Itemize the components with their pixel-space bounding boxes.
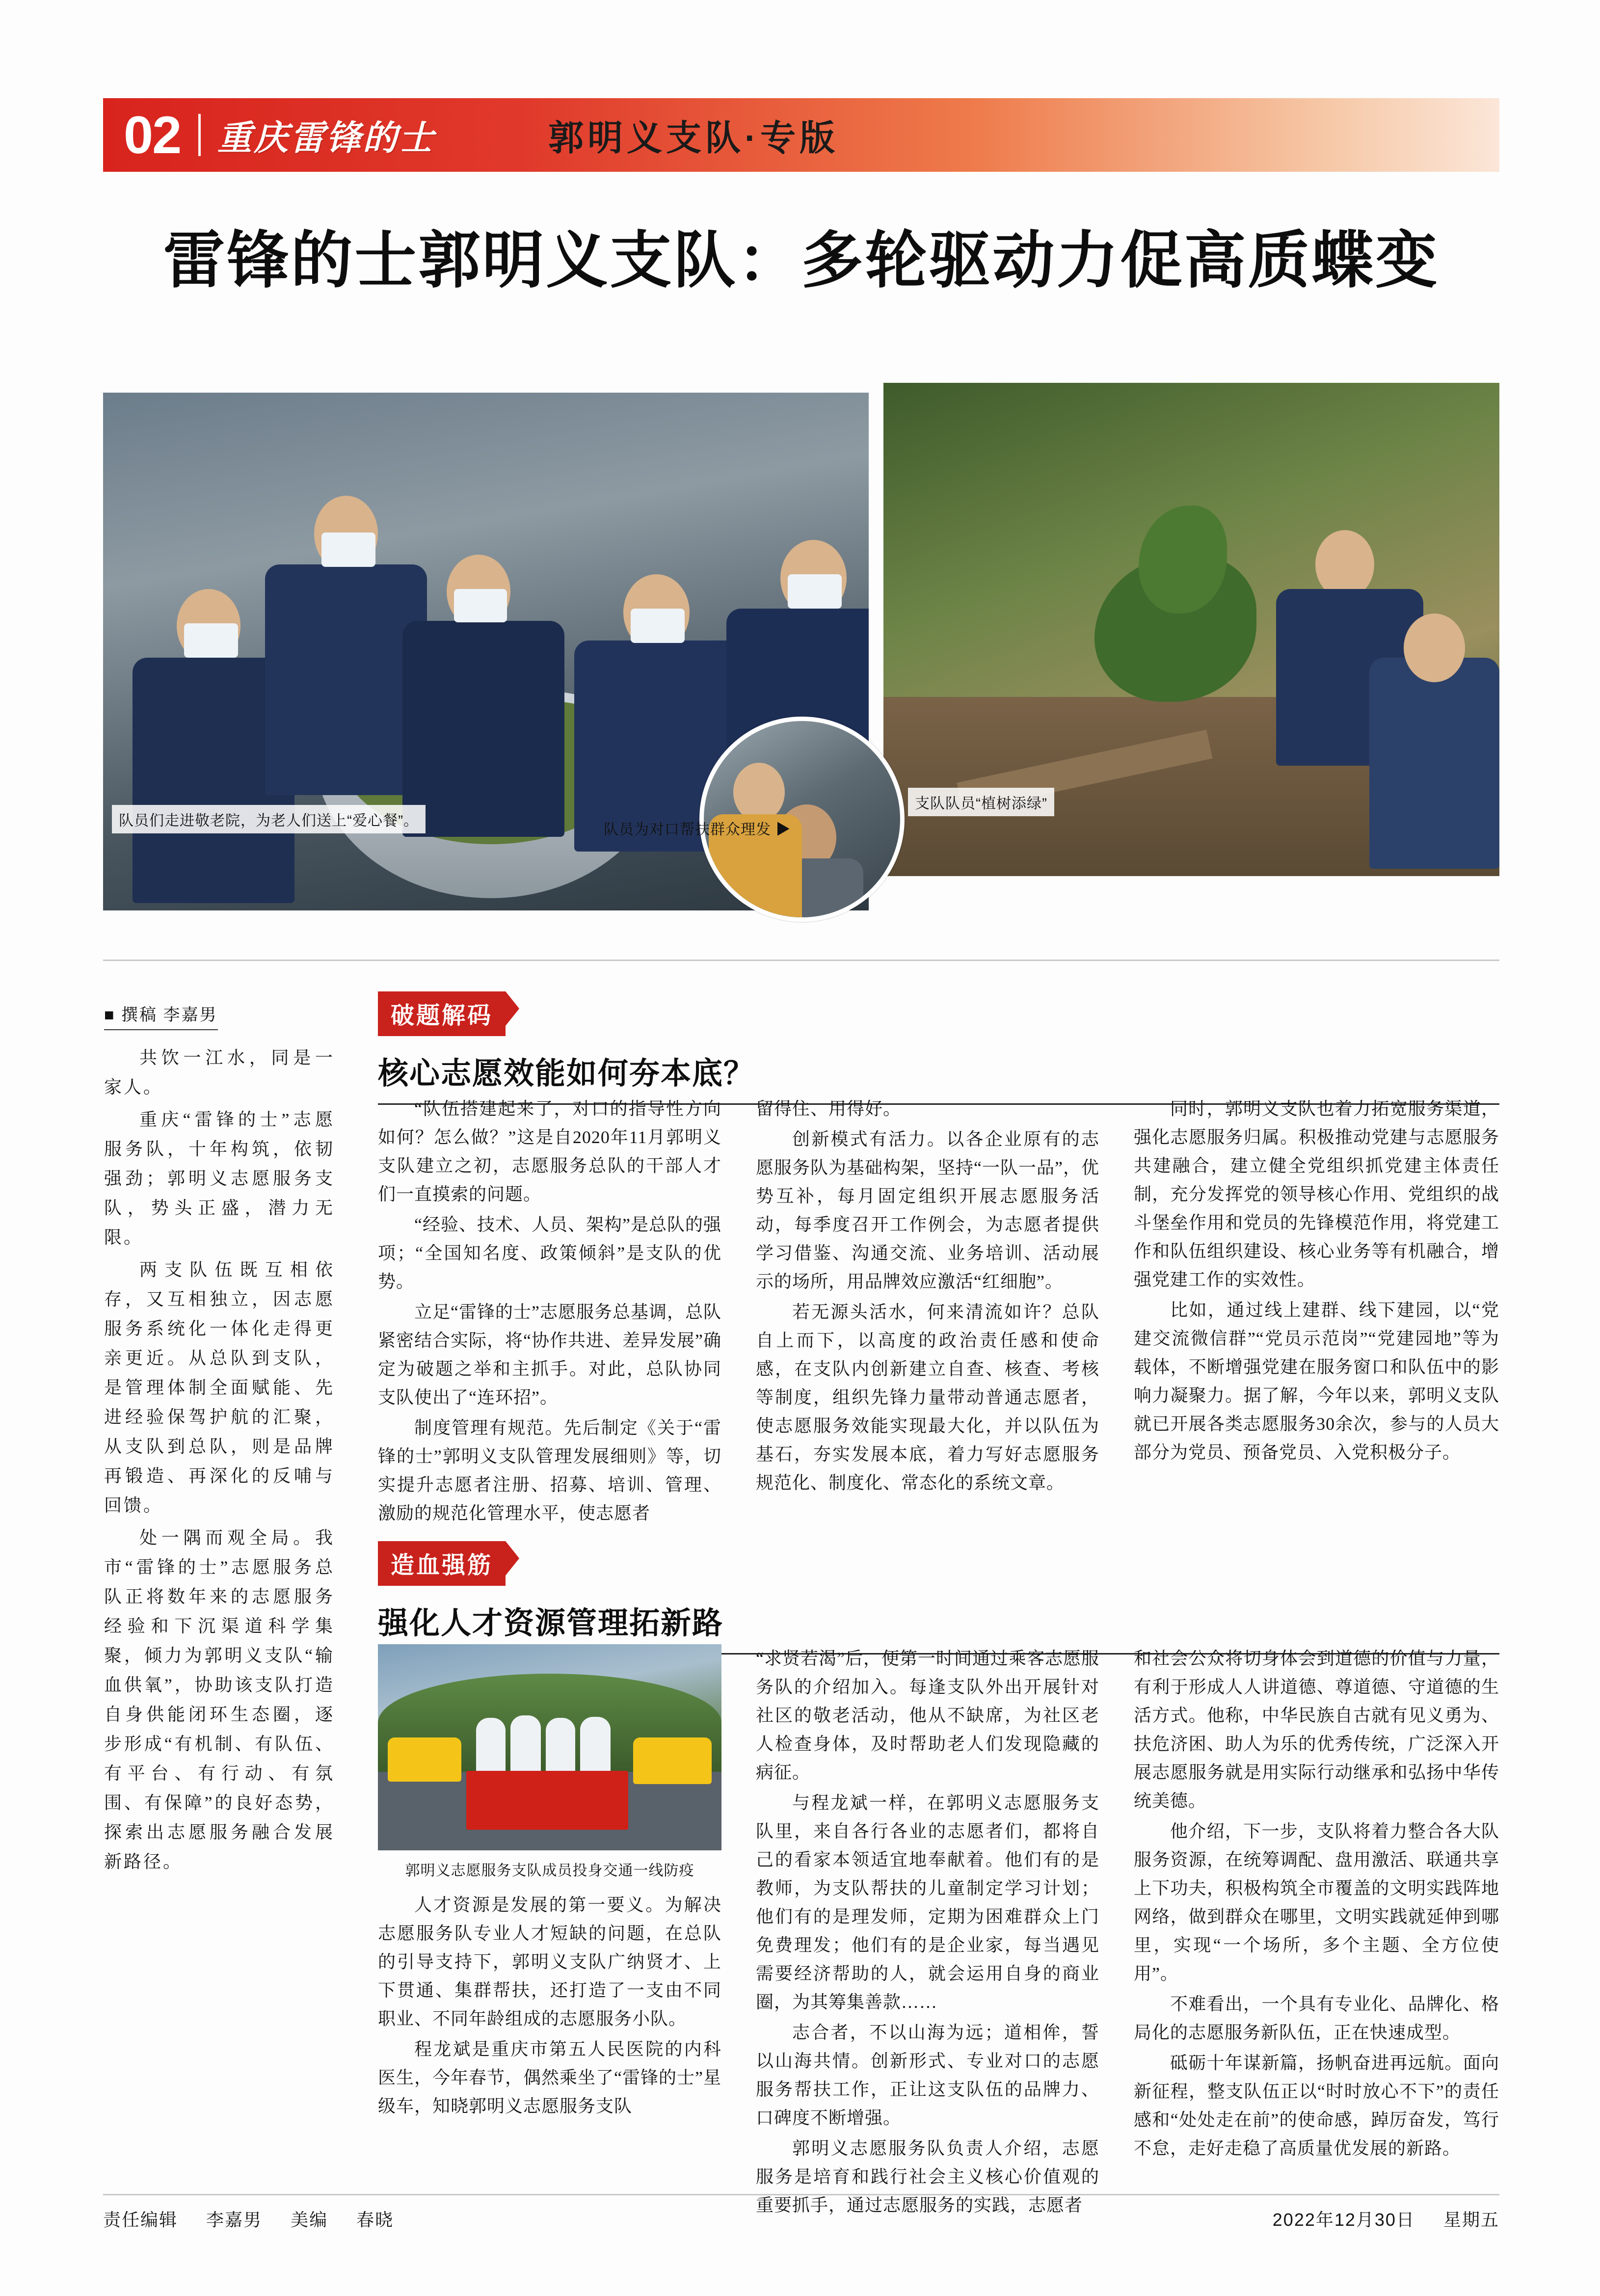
designer-name: 春晓: [356, 2210, 394, 2230]
intro-paragraph: 两支队伍既互相依存，又互相独立，因志愿服务系统化一体化走得更亲更近。从总队到支队，是管理体制全面赋能、先进经验保驾护航的汇聚，从支队到总队，则是品牌再锻造、再深化的反哺与回馈。: [104, 1260, 335, 1515]
paragraph: 制度管理有规范。先后制定《关于“雷锋的士”郭明义支队管理发展细则》等，切实提升志愿者注册、招募、培训、管理、激励的规范化管理水平，使志愿者: [378, 1418, 721, 1523]
intro-text: [104, 1043, 335, 1876]
designer-label: 美编: [291, 2210, 328, 2230]
intro-paragraph: 重庆“雷锋的士”志愿服务队，十年构筑，依韧强劲；郭明义志愿服务支队，势头正盛，潜力无限。: [104, 1110, 335, 1247]
section2-column-1-text: [378, 1891, 721, 2120]
section1-column-3: [1134, 1095, 1499, 1468]
section2-column-1: [378, 1644, 721, 2122]
byline: ■ 撰稿 李嘉男: [104, 1001, 218, 1030]
section1-title: 核心志愿效能如何夯本底？: [378, 1057, 755, 1091]
masthead: [103, 98, 1499, 172]
paragraph: 若无源头活水，何来清流如许？总队自上而下，以高度的政治责任感和使命感，在支队内创新建立自查、核查、考核等制度，组织先锋力量带动普通志愿者，使志愿服务效能实现最大化，并以队伍为基石，夯实发展本底，着力写好志愿服务规范化、制度化、常态化的系统文章。: [756, 1302, 1099, 1493]
paragraph: 创新模式有活力。以各企业原有的志愿服务队为基础构架，坚持“一队一品”，优势互补，每月固定组织开展志愿服务活动，每季度召开工作例会，为志愿者提供学习借鉴、沟通交流、业务培训、活动展示的场所，用品牌效应激活“红细胞”。: [756, 1129, 1099, 1291]
editor-name: 李嘉男: [206, 2210, 263, 2230]
section1-header: [378, 991, 1499, 1105]
paragraph: 不难看出，一个具有专业化、品牌化、格局化的志愿服务新队伍，正在快速成型。: [1134, 1994, 1499, 2042]
paragraph: 砥砺十年谋新篇，扬帆奋进再远航。面向新征程，整支队伍正以“时时放心不下”的责任感和“处处走在前”的使命感，踔厉奋发，笃行不怠，走好走稳了高质量优发展的新路。: [1134, 2053, 1499, 2158]
paragraph: “队伍搭建起来了，对口的指导性方向如何？怎么做？”这是自2020年11月郭明义支队建立之初，志愿服务总队的干部人才们一直摸索的问题。: [378, 1099, 721, 1204]
photo-block: [103, 373, 1499, 933]
photo-caption-left: 队员们走进敬老院，为老人们送上“爱心餐”。: [112, 805, 426, 833]
photo-epidemic-prevention: [378, 1644, 721, 1850]
paragraph: 郭明义志愿服务队负责人介绍，志愿服务是培育和践行社会主义核心价值观的重要抓手，通过志愿服务的实践，志愿者: [756, 2138, 1099, 2215]
publish-date: 2022年12月30日: [1272, 2210, 1415, 2230]
intro-paragraph: 处一隅而观全局。我市“雷锋的士”志愿服务总队正将数年来的志愿服务经验和下沉渠道科学集聚，倾力为郭明义支队“输血供氧”，协助该支队打造自身供能闭环生态圈，逐步形成“有机制、有队伍、有平台、有行动、有氛围、有保障”的良好态势，探索出志愿服务融合发展新路径。: [104, 1528, 335, 1871]
photo-caption-right: 支队队员“植树添绿”: [908, 788, 1054, 816]
footer-date: [1250, 2206, 1499, 2231]
photo-caption-center: 队员为对口帮扶群众理发 ▶: [604, 822, 791, 838]
masthead-divider: [198, 114, 201, 156]
inline-photo-caption: 郭明义志愿服务支队成员投身交通一线防疫: [405, 1863, 694, 1879]
editor-label: 责任编辑: [103, 2210, 178, 2230]
section1-tag: 破题解码: [378, 991, 506, 1036]
section1-column-2: [756, 1095, 1099, 1499]
paragraph: 和社会公众将切身体会到道德的价值与力量，有利于形成人人讲道德、尊道德、守道德的生活方式。他称，中华民族自古就有见义勇为、扶危济困、助人为乐的优秀传统，广泛深入开展志愿服务就是用实际行动继承和弘扬中华传统美德。: [1134, 1649, 1499, 1811]
section2-title: 强化人才资源管理拓新路: [378, 1606, 724, 1640]
paragraph: 志合者，不以山海为远；道相侔，誓以山海共情。创新形式、专业对口的志愿服务帮扶工作，正让这支队伍的品牌力、口碑度不断增强。: [756, 2023, 1099, 2128]
divider-top: [103, 960, 1499, 961]
paragraph: 比如，通过线上建群、线下建园，以“党建交流微信群”“党员示范岗”“党建园地”等为载体，不断增强党建在服务窗口和队伍中的影响力凝聚力。据了解，今年以来，郭明义支队就已开展各类志愿服务30余次，参与的人员大部分为党员、预备党员、入党积极分子。: [1134, 1300, 1499, 1462]
paragraph: 他介绍，下一步，支队将着力整合各大队服务资源，在统筹调配、盘用激活、联通共享上下功夫，积极构筑全市覆盖的文明实践阵地网络，做到群众在哪里，文明实践就延伸到哪里，实现“一个场所，多个主题、全方位使用”。: [1134, 1821, 1499, 1983]
publish-weekday: 星期五: [1443, 2210, 1499, 2230]
intro-column: [104, 1001, 335, 2179]
publication-logo: 重庆雷锋的士: [217, 119, 436, 158]
footer-credits: [103, 2206, 416, 2231]
section2-column-2: [756, 1644, 1099, 2221]
paragraph: “求贤若渴”后，便第一时间通过乘客志愿服务队的介绍加入。每逢支队外出开展针对社区的敬老活动，他从不缺席，为社区老人检查身体，及时帮助老人们发现隐藏的病征。: [756, 1649, 1099, 1782]
section1-column-1: [378, 1095, 721, 1529]
paragraph: “经验、技术、人员、架构”是总队的强项；“全国知名度、政策倾斜”是支队的优势。: [378, 1215, 721, 1291]
paragraph: 人才资源是发展的第一要义。为解决志愿服务队专业人才短缺的问题，在总队的引导支持下，郭明义支队广纳贤才、上下贯通、集群帮扶，还打造了一支由不同职业、不同年龄组成的志愿服务小队。: [378, 1895, 721, 2029]
page-headline: 雷锋的士郭明义支队：多轮驱动力促高质蝶变: [163, 226, 1440, 295]
intro-paragraph: 共饮一江水，同是一家人。: [104, 1048, 335, 1097]
paragraph: 留得住、用得好。: [756, 1099, 902, 1119]
section2-header: [378, 1541, 1499, 1655]
divider-bottom: [103, 2194, 1499, 2195]
paragraph: 与程龙斌一样，在郭明义志愿服务支队里，来自各行各业的志愿者们，都将自己的看家本领适宜地奉献着。他们有的是教师，为支队帮扶的儿童制定学习计划；他们有的是理发师，定期为困难群众上门免费理发；他们有的是企业家，每当遇见需要经济帮助的人，就会运用自身的商业圈，为其筹集善款……: [756, 1793, 1099, 2012]
paragraph: 立足“雷锋的士”志愿服务总基调，总队紧密结合实际，将“协作共进、差异发展”确定为破题之举和主抓手。对此，总队协同支队使出了“连环招”。: [378, 1302, 721, 1407]
page-number: 02: [124, 105, 181, 164]
page-footer: [103, 2206, 1499, 2231]
paragraph: 同时，郭明义支队也着力拓宽服务渠道，强化志愿服务归属。积极推动党建与志愿服务共建融合，建立健全党组织抓党建主体责任制，充分发挥党的领导核心作用、党组织的战斗堡垒作用和党员的先锋模范作用，将党建工作和队伍组织建设、核心业务等有机融合，增强党建工作的实效性。: [1134, 1099, 1499, 1289]
section-title: 郭明义支队·专版: [548, 119, 839, 158]
paragraph: 程龙斌是重庆市第五人民医院的内科医生，今年春节，偶然乘坐了“雷锋的士”星级车，知晓郭明义志愿服务支队: [378, 2039, 721, 2116]
section2-column-3: [1134, 1644, 1499, 2164]
section2-tag: 造血强筋: [378, 1541, 506, 1586]
